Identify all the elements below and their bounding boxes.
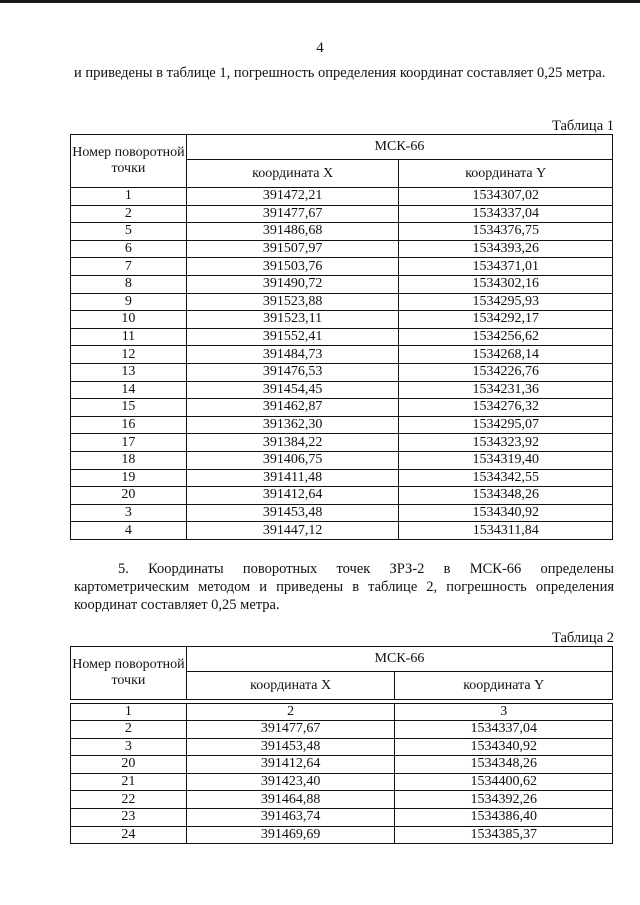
coordinate-x-cell: 391477,67 <box>186 721 395 739</box>
coordinate-x-cell: 391484,73 <box>186 346 399 364</box>
coordinate-x-cell: 391552,41 <box>186 328 399 346</box>
point-number-cell: 11 <box>71 328 187 346</box>
coordinate-y-cell: 1534392,26 <box>395 791 613 809</box>
table-row <box>71 275 613 293</box>
section5-paragraph: 5. Координаты поворотных точек ЗРЗ-2 в МСК-66 определены картометрическим методом и приведены в таблице 2, погрешность определения координат составляет 0,25 метра. <box>74 561 614 613</box>
coordinate-y-cell: 1534256,62 <box>399 328 613 346</box>
coordinate-y-cell: 1534311,84 <box>399 522 613 540</box>
point-number-cell: 14 <box>71 381 187 399</box>
coordinate-y-cell: 1534376,75 <box>399 223 613 241</box>
header-coordinate-y: координата Y <box>395 672 613 700</box>
point-number-cell: 13 <box>71 363 187 381</box>
coordinate-y-cell: 1534348,26 <box>395 756 613 774</box>
table-row <box>71 363 613 381</box>
coordinate-x-cell: 391486,68 <box>186 223 399 241</box>
header-coordinate-y: координата Y <box>399 160 613 188</box>
coordinate-x-cell: 391463,74 <box>186 808 395 826</box>
point-number-cell: 17 <box>71 434 187 452</box>
coordinate-y-cell: 1534226,76 <box>399 363 613 381</box>
point-number-cell: 15 <box>71 399 187 417</box>
coordinate-y-cell: 1534340,92 <box>395 738 613 756</box>
coordinate-y-cell: 1534337,04 <box>399 205 613 223</box>
point-number-cell: 24 <box>71 826 187 844</box>
page-number: 4 <box>316 40 324 56</box>
table-row <box>71 434 613 452</box>
table-row <box>71 293 613 311</box>
table-row <box>71 721 613 739</box>
table-row <box>71 826 613 844</box>
point-number-cell: 4 <box>71 522 187 540</box>
point-number-cell: 9 <box>71 293 187 311</box>
table2-body <box>71 721 613 844</box>
header-coordinate-x: координата X <box>186 672 395 700</box>
coordinate-x-cell: 391477,67 <box>186 205 399 223</box>
coordinate-y-cell: 1534340,92 <box>399 504 613 522</box>
coordinate-x-cell: 391453,48 <box>186 738 395 756</box>
column-number: 3 <box>395 704 613 721</box>
coordinate-x-cell: 391412,64 <box>186 756 395 774</box>
table-row <box>71 416 613 434</box>
point-number-cell: 6 <box>71 240 187 258</box>
point-number-cell: 7 <box>71 258 187 276</box>
coordinate-x-cell: 391423,40 <box>186 773 395 791</box>
coordinates-table-2 <box>70 646 613 844</box>
table-row <box>71 381 613 399</box>
coordinate-x-cell: 391406,75 <box>186 451 399 469</box>
point-number-cell: 2 <box>71 721 187 739</box>
header-msk66: МСК-66 <box>186 647 612 672</box>
coordinate-x-cell: 391490,72 <box>186 275 399 293</box>
table-row <box>71 346 613 364</box>
header-coordinate-x: координата X <box>186 160 399 188</box>
column-number: 2 <box>186 704 395 721</box>
table-row <box>71 205 613 223</box>
point-number-cell: 10 <box>71 311 187 329</box>
coordinate-y-cell: 1534342,55 <box>399 469 613 487</box>
header-point-number: Номер поворотной точки <box>71 135 187 188</box>
coordinate-x-cell: 391472,21 <box>186 188 399 206</box>
table-row <box>71 258 613 276</box>
column-number: 1 <box>71 704 187 721</box>
coordinate-x-cell: 391384,22 <box>186 434 399 452</box>
coordinate-y-cell: 1534295,07 <box>399 416 613 434</box>
coordinate-x-cell: 391462,87 <box>186 399 399 417</box>
header-msk66: МСК-66 <box>186 135 612 160</box>
coordinate-y-cell: 1534337,04 <box>395 721 613 739</box>
coordinate-x-cell: 391411,48 <box>186 469 399 487</box>
coordinate-y-cell: 1534295,93 <box>399 293 613 311</box>
coordinate-x-cell: 391469,69 <box>186 826 395 844</box>
coordinate-x-cell: 391523,88 <box>186 293 399 311</box>
coordinate-y-cell: 1534307,02 <box>399 188 613 206</box>
coordinate-y-cell: 1534302,16 <box>399 275 613 293</box>
coordinate-y-cell: 1534323,92 <box>399 434 613 452</box>
table-row <box>71 487 613 505</box>
coordinate-y-cell: 1534371,01 <box>399 258 613 276</box>
table-row <box>71 791 613 809</box>
table-row <box>71 756 613 774</box>
coordinate-x-cell: 391507,97 <box>186 240 399 258</box>
point-number-cell: 16 <box>71 416 187 434</box>
point-number-cell: 1 <box>71 188 187 206</box>
coordinate-x-cell: 391464,88 <box>186 791 395 809</box>
coordinate-y-cell: 1534400,62 <box>395 773 613 791</box>
coordinate-y-cell: 1534231,36 <box>399 381 613 399</box>
table-row <box>71 808 613 826</box>
coordinate-y-cell: 1534276,32 <box>399 399 613 417</box>
table2-caption: Таблица 2 <box>551 630 614 646</box>
point-number-cell: 12 <box>71 346 187 364</box>
coordinate-x-cell: 391453,48 <box>186 504 399 522</box>
point-number-cell: 19 <box>71 469 187 487</box>
header-point-number: Номер поворотной точки <box>71 647 187 700</box>
point-number-cell: 3 <box>71 504 187 522</box>
point-number-cell: 21 <box>71 773 187 791</box>
table-row <box>71 188 613 206</box>
table-row <box>71 311 613 329</box>
coordinate-x-cell: 391362,30 <box>186 416 399 434</box>
coordinate-x-cell: 391523,11 <box>186 311 399 329</box>
scan-top-edge <box>0 0 640 3</box>
table-row <box>71 240 613 258</box>
coordinate-x-cell: 391412,64 <box>186 487 399 505</box>
coordinate-y-cell: 1534393,26 <box>399 240 613 258</box>
table1-body <box>71 188 613 540</box>
point-number-cell: 23 <box>71 808 187 826</box>
table-row <box>71 504 613 522</box>
table-row <box>71 223 613 241</box>
table-row <box>71 399 613 417</box>
coordinate-x-cell: 391447,12 <box>186 522 399 540</box>
coordinate-x-cell: 391476,53 <box>186 363 399 381</box>
coordinate-x-cell: 391503,76 <box>186 258 399 276</box>
coordinate-y-cell: 1534268,14 <box>399 346 613 364</box>
coordinate-y-cell: 1534386,40 <box>395 808 613 826</box>
point-number-cell: 20 <box>71 756 187 774</box>
point-number-cell: 22 <box>71 791 187 809</box>
table-row <box>71 451 613 469</box>
table1-caption: Таблица 1 <box>551 118 614 134</box>
table-row <box>71 522 613 540</box>
point-number-cell: 3 <box>71 738 187 756</box>
coordinate-y-cell: 1534319,40 <box>399 451 613 469</box>
table-row <box>71 469 613 487</box>
point-number-cell: 5 <box>71 223 187 241</box>
table-row <box>71 773 613 791</box>
coordinates-table-1 <box>70 134 613 540</box>
point-number-cell: 18 <box>71 451 187 469</box>
coordinate-y-cell: 1534348,26 <box>399 487 613 505</box>
table-row <box>71 328 613 346</box>
point-number-cell: 20 <box>71 487 187 505</box>
intro-paragraph: и приведены в таблице 1, погрешность определения координат составляет 0,25 метра. <box>74 65 606 81</box>
coordinate-x-cell: 391454,45 <box>186 381 399 399</box>
table-row <box>71 738 613 756</box>
point-number-cell: 8 <box>71 275 187 293</box>
point-number-cell: 2 <box>71 205 187 223</box>
coordinate-y-cell: 1534292,17 <box>399 311 613 329</box>
coordinate-y-cell: 1534385,37 <box>395 826 613 844</box>
